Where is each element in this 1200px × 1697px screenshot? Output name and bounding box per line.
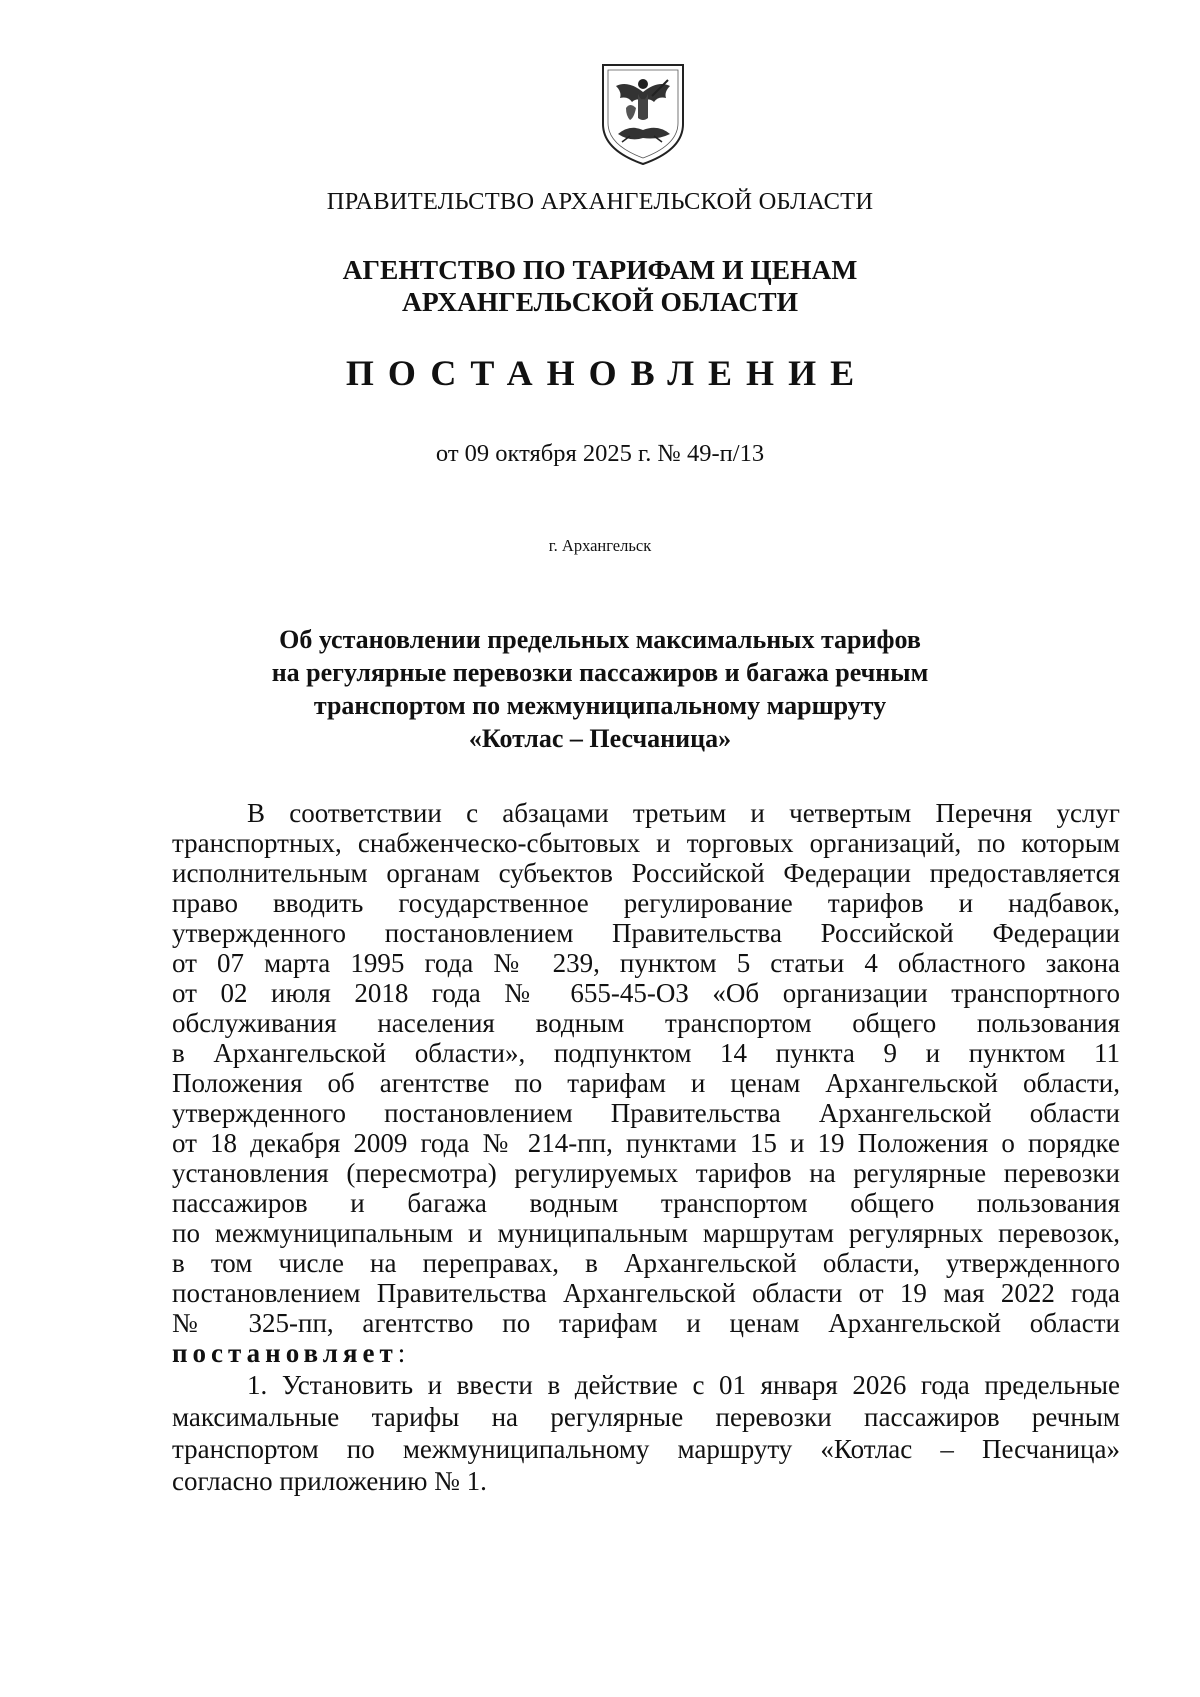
body-line: от 07 марта 1995 года № 239, пунктом 5 статьи 4 областного закона [172, 948, 1120, 978]
subject-line-1: Об установлении предельных максимальных тарифов [279, 625, 921, 654]
body-line: обслуживания населения водным транспортом общего пользования [172, 1008, 1120, 1038]
body-line: транспортных, снабженческо-сбытовых и торговых организаций, по которым [172, 828, 1120, 858]
item-1-line: максимальные тарифы на регулярные перевозки пассажиров речным [172, 1402, 1120, 1432]
body-line: В соответствии с абзацами третьим и четвертым Перечня услуг [247, 798, 1120, 828]
body-line: Положения об агентстве по тарифам и ценам Архангельской области, [172, 1068, 1120, 1098]
resolves-colon: : [397, 1338, 406, 1368]
body-line: в том числе на переправах, в Архангельской области, утвержденного [172, 1248, 1120, 1278]
document-city: г. Архангельск [548, 536, 652, 555]
subject-line-4: «Котлас – Песчаница» [468, 724, 732, 753]
item-1-line: 1. Установить и ввести в действие с 01 января 2026 года предельные [247, 1370, 1120, 1400]
agency-name-line-2: АРХАНГЕЛЬСКОЙ ОБЛАСТИ [402, 286, 798, 317]
coat-of-arms-icon [600, 62, 686, 166]
item-1-line: согласно приложению № 1. [172, 1466, 487, 1496]
resolves-line [172, 1338, 1120, 1368]
body-line: установления (пересмотра) регулируемых тарифов на регулярные перевозки [172, 1158, 1120, 1188]
body-line: исполнительным органам субъектов Российской Федерации предоставляется [172, 858, 1120, 888]
body-line: от 18 декабря 2009 года № 214-пп, пунктами 15 и 19 Положения о порядке [172, 1128, 1120, 1158]
body-line: по межмуниципальным и муниципальным маршрутам регулярных перевозок, [172, 1218, 1120, 1248]
subject-line-3: транспортом по межмуниципальному маршруту [313, 691, 887, 720]
body-line: пассажиров и багажа водным транспортом общего пользования [172, 1188, 1120, 1218]
resolves-word: постановляет [172, 1338, 398, 1368]
government-name: ПРАВИТЕЛЬСТВО АРХАНГЕЛЬСКОЙ ОБЛАСТИ [326, 188, 874, 215]
body-line: в Архангельской области», подпунктом 14 пункта 9 и пунктом 11 [172, 1038, 1120, 1068]
body-line: постановлением Правительства Архангельской области от 19 мая 2022 года [172, 1278, 1120, 1308]
document-type-title: ПОСТАНОВЛЕНИЕ [345, 353, 869, 393]
agency-name-line-1: АГЕНТСТВО ПО ТАРИФАМ И ЦЕНАМ [342, 254, 858, 285]
body-line: от 02 июля 2018 года № 655-45-ОЗ «Об организации транспортного [172, 978, 1120, 1008]
body-line: право вводить государственное регулирование тарифов и надбавок, [172, 888, 1120, 918]
body-line: № 325-пп, агентство по тарифам и ценам Архангельской области [172, 1308, 1120, 1338]
document-date-number: от 09 октября 2025 г. № 49-п/13 [435, 440, 765, 467]
body-line: утвержденного постановлением Правительства Российской Федерации [172, 918, 1120, 948]
body-line: утвержденного постановлением Правительства Архангельской области [172, 1098, 1120, 1128]
subject-line-2: на регулярные перевозки пассажиров и багажа речным [271, 658, 929, 687]
item-1-line: транспортом по межмуниципальному маршруту «Котлас – Песчаница» [172, 1434, 1120, 1464]
